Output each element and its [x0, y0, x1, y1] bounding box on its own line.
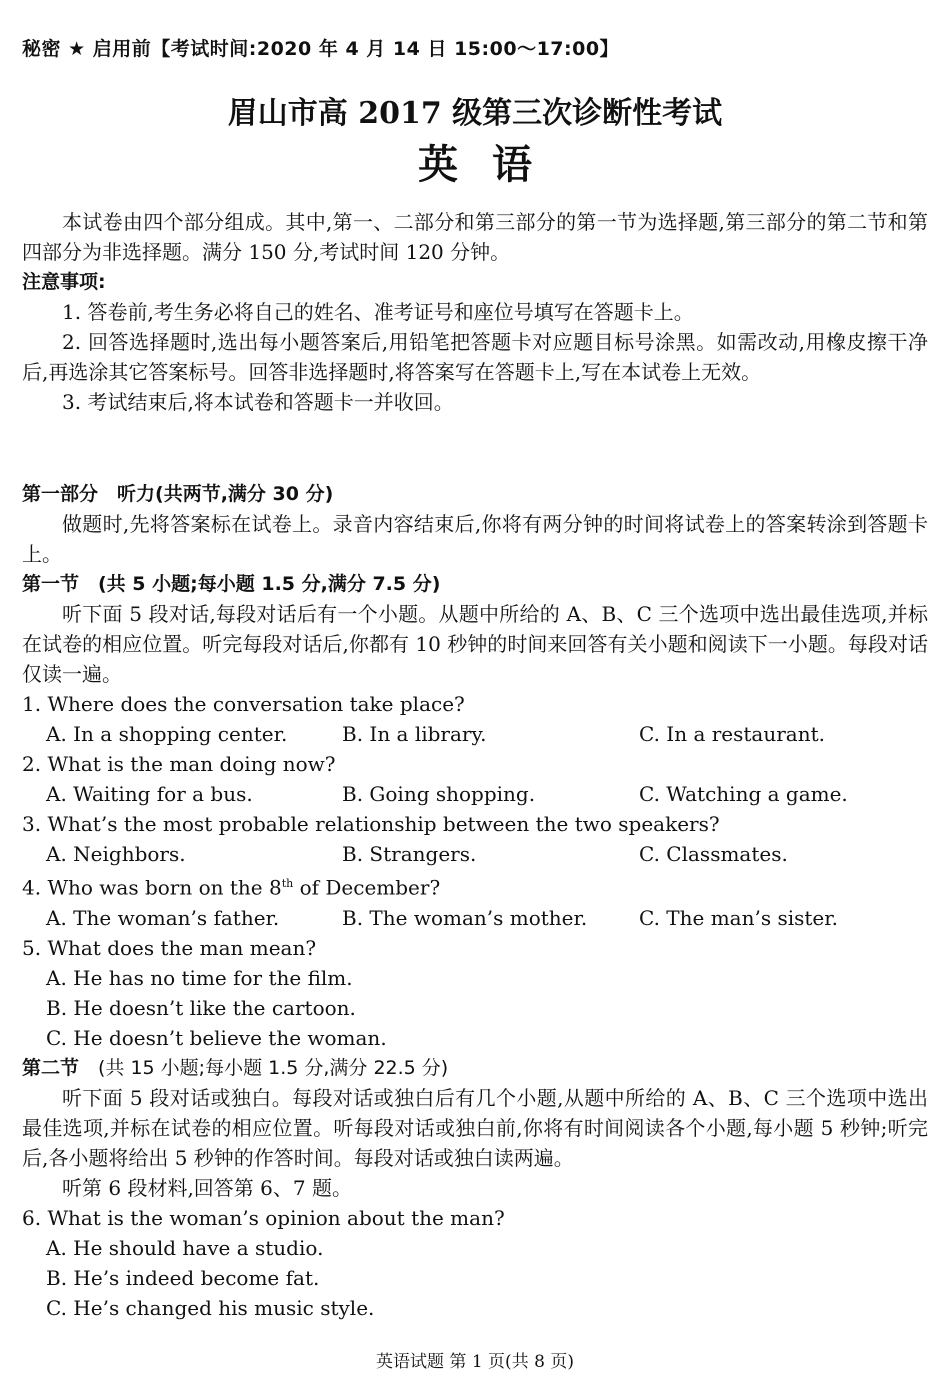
intro-paragraph: 本试卷由四个部分组成。其中,第一、二部分和第三部分的第一节为选择题,第三部分的第二节和第四部分为非选择题。满分 150 分,考试时间 120 分钟。 [22, 210, 928, 264]
section1-instructions: 听下面 5 段对话,每段对话后有一个小题。从题中所给的 A、B、C 三个选项中选出最佳选项,并标在试卷的相应位置。听完每段对话后,你都有 10 秒钟的时间来回答有关小题和阅读下一小题。每段对话仅读一遍。 [22, 602, 928, 686]
intro-block [22, 207, 928, 417]
question-1: 1. Where does the conversation take place? [22, 692, 465, 716]
section2-heading-main: 第二节 [22, 1056, 80, 1079]
material-6-note: 听第 6 段材料,回答第 6、7 题。 [62, 1175, 352, 1200]
page-footer: 英语试题 第 1 页(共 8 页) [376, 1352, 574, 1372]
subject-title: 英语 [418, 141, 566, 188]
part1-block [22, 479, 928, 1323]
option-a: A. He has no time for the film. [46, 965, 353, 990]
question-4-text: 4. Who was born on the 8 [22, 875, 282, 900]
part1-heading [22, 479, 928, 509]
part1-intro: 做题时,先将答案标在试卷上。录音内容结束后,你将有两分钟的时间将试卷上的答案转涂到答题卡上。 [22, 512, 928, 566]
option-c: C. He doesn’t believe the woman. [46, 1025, 387, 1050]
section2-heading-rest: (共 15 小题;每小题 1.5 分,满分 22.5 分) [79, 1056, 449, 1079]
section2-heading [22, 1053, 928, 1083]
question-3-options [22, 839, 928, 869]
part1-heading-rest: (共两节,满分 30 分) [155, 483, 334, 505]
question-2: 2. What is the man doing now? [22, 752, 336, 776]
question-4 [22, 869, 928, 903]
question-1-options [22, 719, 928, 749]
note-item-3: 3. 考试结束后,将本试卷和答题卡一并收回。 [62, 390, 454, 414]
question-4-text-end: of December? [293, 875, 441, 900]
question-6: 6. What is the woman’s opinion about the man? [22, 1205, 505, 1230]
question-4-options [22, 903, 928, 933]
option-a: A. The woman’s father. [46, 905, 280, 930]
option-b: B. He doesn’t like the cartoon. [46, 995, 356, 1020]
option-a: A. He should have a studio. [46, 1235, 324, 1260]
question-3: 3. What’s the most probable relationship between the two speakers? [22, 812, 720, 836]
option-a: A. Waiting for a bus. [46, 782, 253, 806]
option-c: C. The man’s sister. [639, 905, 838, 930]
note-item-1: 1. 答卷前,考生务必将自己的姓名、准考证号和座位号填写在答题卡上。 [62, 300, 694, 324]
option-b: B. Going shopping. [342, 782, 536, 806]
confidential-line: 秘密 ★ 启用前【考试时间:2020 年 4 月 14 日 15:00～17:00】 [22, 38, 620, 60]
exam-title: 眉山市高 2017 级第三次诊断性考试 [227, 96, 723, 131]
note-item-2: 2. 回答选择题时,选出每小题答案后,用铅笔把答题卡对应题目标号涂黑。如需改动,用橡皮擦干净后,再选涂其它答案标号。回答非选择题时,将答案写在答题卡上,写在本试卷上无效。 [22, 330, 928, 384]
option-b: B. He’s indeed become fat. [46, 1265, 320, 1290]
option-a: A. In a shopping center. [46, 722, 288, 746]
option-a: A. Neighbors. [46, 842, 186, 866]
question-5: 5. What does the man mean? [22, 935, 317, 960]
option-c: C. In a restaurant. [639, 722, 825, 746]
part1-heading-main: 第一部分 听力 [22, 483, 156, 505]
option-c: C. Watching a game. [639, 782, 848, 806]
section2-instructions: 听下面 5 段对话或独白。每段对话或独白后有几个小题,从题中所给的 A、B、C 三个选项中选出最佳选项,并标在试卷的相应位置。听每段对话或独白前,你将有时间阅读各个小题,每小题 5 秒钟;听完后,各小题将给出 5 秒钟的作答时间。每段对话或独白读两遍。 [22, 1085, 928, 1170]
option-b: B. The woman’s mother. [342, 905, 588, 930]
question-2-options [22, 779, 928, 809]
option-b: B. Strangers. [342, 842, 477, 866]
option-c: C. He’s changed his music style. [46, 1295, 375, 1320]
option-b: B. In a library. [342, 722, 487, 746]
section1-heading: 第一节 (共 5 小题;每小题 1.5 分,满分 7.5 分) [22, 573, 441, 595]
option-c: C. Classmates. [639, 842, 788, 866]
notes-heading: 注意事项: [22, 271, 106, 293]
question-4-ordinal: th [281, 877, 294, 890]
